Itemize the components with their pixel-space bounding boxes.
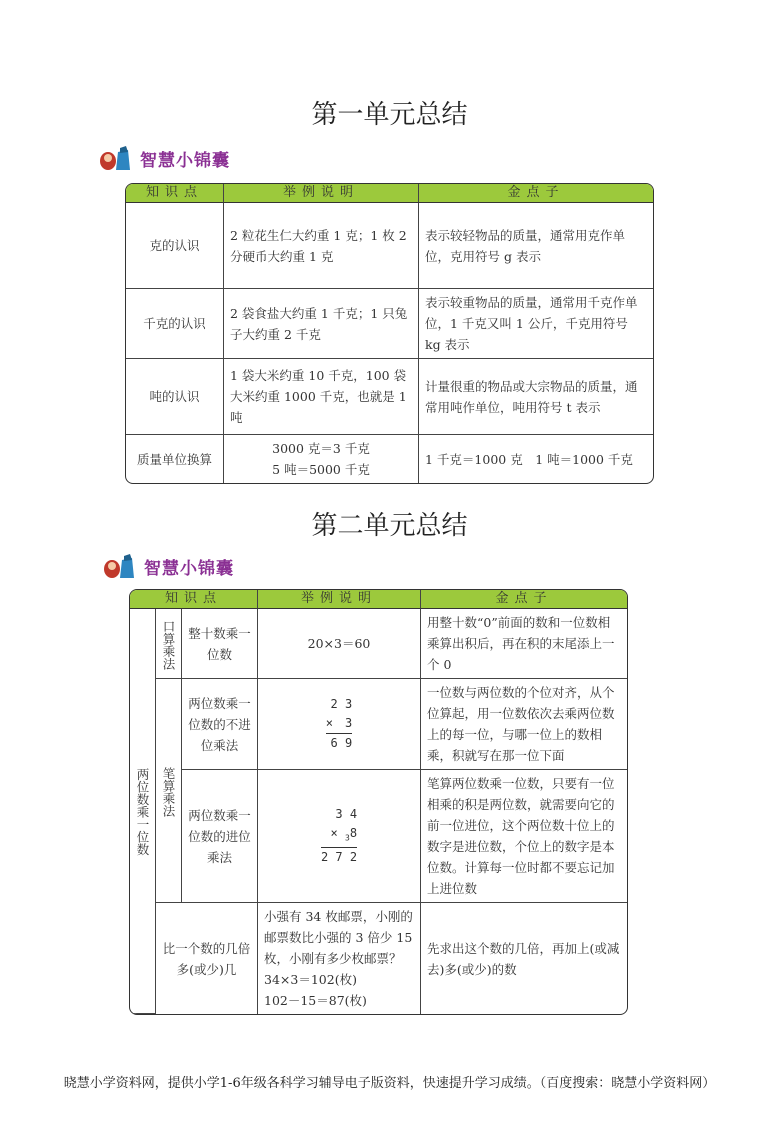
example-cell: 20×3＝60 [258,609,421,679]
mascot-icon [98,144,134,172]
topic-cell: 整十数乘一位数 [182,609,258,679]
footer-note: 晓慧小学资料网，提供小学1-6年级各科学习辅导电子版资料，快速提升学习成绩。（百度搜索：晓慧小学资料网） [63,1076,716,1091]
table-row [130,609,627,679]
example-cell: 1 袋大米约重 10 千克，100 袋大米约重 1000 千克，也就是 1 吨 [224,359,419,435]
topic-cell: 吨的认识 [126,359,224,435]
calc-multiplier-row [321,824,357,848]
table-row [130,679,627,770]
oral-label-cell: 口算乘法 [156,609,182,679]
calc-carry: 3 [345,833,350,843]
badge-label: 智慧小锦囊 [140,150,230,171]
example-step: 102－15＝87(枚) [264,993,367,1008]
conversion-line: 5 吨＝5000 千克 [272,462,370,477]
vertical-calculation [321,805,357,867]
table-row [126,203,653,289]
unit2-title: 第二单元总结 [311,511,468,541]
header-topic: 知识点 [126,184,224,203]
tip-cell: 表示较重物品的质量，通常用千克作单位，1 千克又叫 1 公斤，千克用符号 kg 表示 [419,289,653,359]
tip-cell: 表示较轻物品的质量，通常用克作单位，克用符号 g 表示 [419,203,653,289]
calc-multiplier: × 3 [326,714,352,734]
tip-cell: 笔算两位数乘一位数，只要有一位相乘的积是两位数，就需要向它的前一位进位，这个两位数十位上的数字是进位数，个位上的数字是本位数。计算每一位时都不要忘记加上进位数 [421,770,627,903]
header-example: 举例说明 [258,590,421,609]
tip-cell: 先求出这个数的几倍，再加上(或减去)多(或少)的数 [427,940,620,977]
topic-cell: 克的认识 [126,203,224,289]
unit2-table [129,589,628,1015]
calc-result: 6 9 [330,736,353,750]
tip-cell: 一位数与两位数的个位对齐，从个位算起，用一位数依次去乘两位数上的每一位，与哪一位上的数相乘，积就写在那一位下面 [421,679,627,770]
example-step: 34×3＝102(枚) [264,972,357,987]
unit2-badge [102,552,234,580]
header-example: 举例说明 [224,184,419,203]
mascot-icon [102,552,138,580]
main-topic-cell: 两位数乘一位数 [130,609,156,1014]
header-tip: 金点子 [419,184,653,203]
table-header-row [130,590,627,609]
header-tip: 金点子 [421,590,627,609]
vertical-calculation [326,695,352,753]
example-cell: 2 粒花生仁大约重 1 克；1 枚 2 分硬币大约重 1 克 [224,203,419,289]
example-cell: 2 袋食盐大约重 1 千克；1 只兔子大约重 2 千克 [224,289,419,359]
badge-label: 智慧小锦囊 [144,558,234,579]
tip-cell: 计量很重的物品或大宗物品的质量，通常用吨作单位，吨用符号 t 表示 [419,359,653,435]
table-row [130,903,627,1014]
example-text: 小强有 34 枚邮票，小刚的邮票数比小强的 3 倍少 15 枚，小刚有多少枚邮票？ [264,909,413,966]
table-header-row [126,184,653,203]
table-row [126,435,653,483]
topic-cell: 质量单位换算 [126,435,224,483]
calc-result: 2 7 2 [320,850,358,865]
example-cell [258,679,421,770]
unit1-table [125,183,654,484]
topic-cell: 比一个数的几倍多(或少)几 [156,903,258,1014]
written-label-cell: 笔算乘法 [156,679,182,903]
table-row [130,770,627,903]
calc-top: 2 3 [330,697,353,711]
topic-cell: 两位数乘一位数的不进位乘法 [182,679,258,770]
calc-multiply-sign: × [330,825,338,840]
table-row [126,359,653,435]
topic-cell: 两位数乘一位数的进位乘法 [182,770,258,903]
example-cell [258,903,421,1014]
topic-cell: 千克的认识 [126,289,224,359]
tip-cell: 1 千克＝1000 克 1 吨＝1000 千克 [425,451,633,467]
unit1-badge [98,144,230,172]
calc-top: 3 4 [335,806,358,821]
table-row [126,289,653,359]
header-topic: 知识点 [130,590,258,609]
unit1-title: 第一单元总结 [311,100,468,130]
example-cell [224,435,419,483]
tip-cell: 用整十数“0”前面的数和一位数相乘算出积后，再在积的末尾添上一个 0 [421,609,627,679]
conversion-line: 3000 克＝3 千克 [272,441,370,456]
calc-multiplier: 8 [349,825,358,840]
example-cell [258,770,421,903]
